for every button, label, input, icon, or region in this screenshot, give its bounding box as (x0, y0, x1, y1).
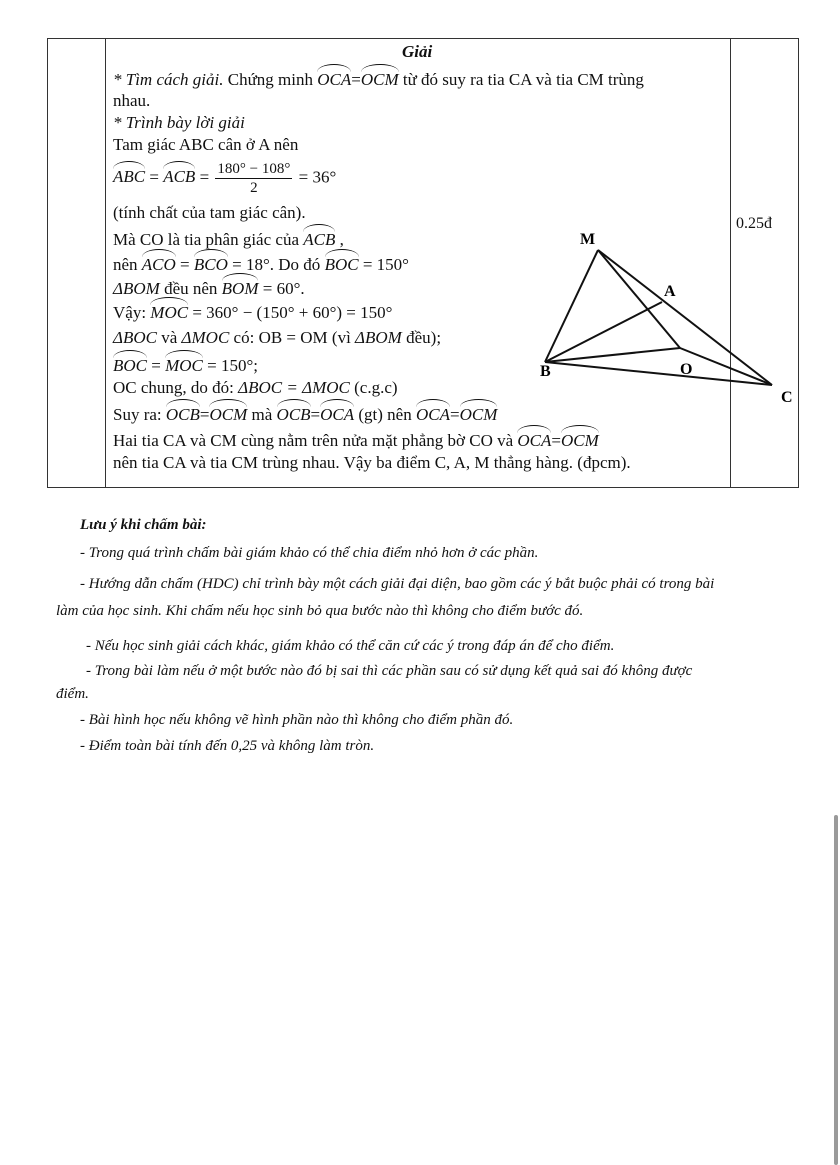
line-isosceles: Tam giác ABC cân ở A nên (113, 135, 299, 154)
notes-title: Lưu ý khi chấm bài: (80, 517, 207, 533)
hint-line-cont: nhau. (113, 91, 151, 110)
line-aco: nên ACO = BCO = 18°. Do đó BOC = 150° (113, 252, 409, 275)
line-halfplane: Hai tia CA và CM cùng nằm trên nửa mặt phẳng bờ CO và OCA=OCM (113, 428, 599, 451)
line-angle-formula: ABC = ACB = $\frac{180^\circ - 108^\circ}{2}$ = 36° (113, 161, 337, 196)
line-property: (tính chất của tam giác cân). (113, 203, 306, 222)
note-6: - Điểm toàn bài tính đến 0,25 và không làm tròn. (80, 738, 375, 754)
line-bisector: Mà CO là tia phân giác của ACB , (113, 227, 344, 250)
line-bom: ΔBOM đều nên BOM = 60°. (113, 276, 305, 299)
segment-bo (545, 348, 680, 362)
note-4b: điểm. (56, 686, 89, 702)
point-a-label: A (664, 283, 676, 300)
line-triangles: ΔBOC và ΔMOC có: OB = OM (vì ΔBOM đều); (113, 328, 442, 347)
note-2b: làm của học sinh. Khi chấm nếu học sinh bỏ qua bước nào thì không cho điểm bước đó. (56, 603, 584, 619)
segment-bc (545, 362, 772, 385)
angle-fraction: $\frac{180^\circ - 108^\circ}{2}$ (217, 161, 291, 196)
score-label: 0.25đ (736, 215, 772, 232)
point-c-label: C (781, 389, 793, 406)
note-4a: - Trong bài làm nếu ở một bước nào đó bị sai thì các phần sau có sử dụng kết quả sai đó không được (86, 663, 693, 679)
line-moc: Vậy: MOC = 360° − (150° + 60°) = 150° (113, 300, 392, 323)
note-3: - Nếu học sinh giải cách khác, giám khảo có thể căn cứ các ý trong đáp án để cho điểm. (86, 638, 615, 654)
line-final: nên tia CA và tia CM trùng nhau. Vậy ba điểm C, A, M thẳng hàng. (đpcm). (113, 453, 631, 472)
segment-mb (545, 250, 598, 362)
geometry-figure (0, 0, 840, 500)
point-b-label: B (540, 363, 551, 380)
note-5: - Bài hình học nếu không vẽ hình phần nào thì không cho điểm phần đó. (80, 712, 514, 728)
hint-line: * Tìm cách giải. Chứng minh OCA=OCM từ đó suy ra tia CA và tia CM trùng (113, 67, 644, 90)
scrollbar[interactable] (834, 815, 838, 1165)
point-o-label: O (680, 361, 693, 378)
line-congruent: OC chung, do đó: ΔBOC = ΔMOC (c.g.c) (113, 378, 398, 397)
note-1: - Trong quá trình chấm bài giám khảo có thể chia điểm nhỏ hơn ở các phần. (80, 545, 539, 561)
presentation-label: * Trình bày lời giải (113, 113, 245, 132)
line-conclusion: Suy ra: OCB=OCM mà OCB=OCA (gt) nên OCA=OCM (113, 402, 497, 425)
line-boc-moc: BOC = MOC = 150°; (113, 353, 258, 376)
note-2a: - Hướng dẫn chấm (HDC) chỉ trình bày một cách giải đại diện, bao gồm các ý bắt buộc phải có trong bài (80, 576, 715, 592)
point-m-label: M (580, 231, 596, 248)
segment-ba (545, 302, 662, 362)
solution-heading: Giải (402, 42, 433, 61)
